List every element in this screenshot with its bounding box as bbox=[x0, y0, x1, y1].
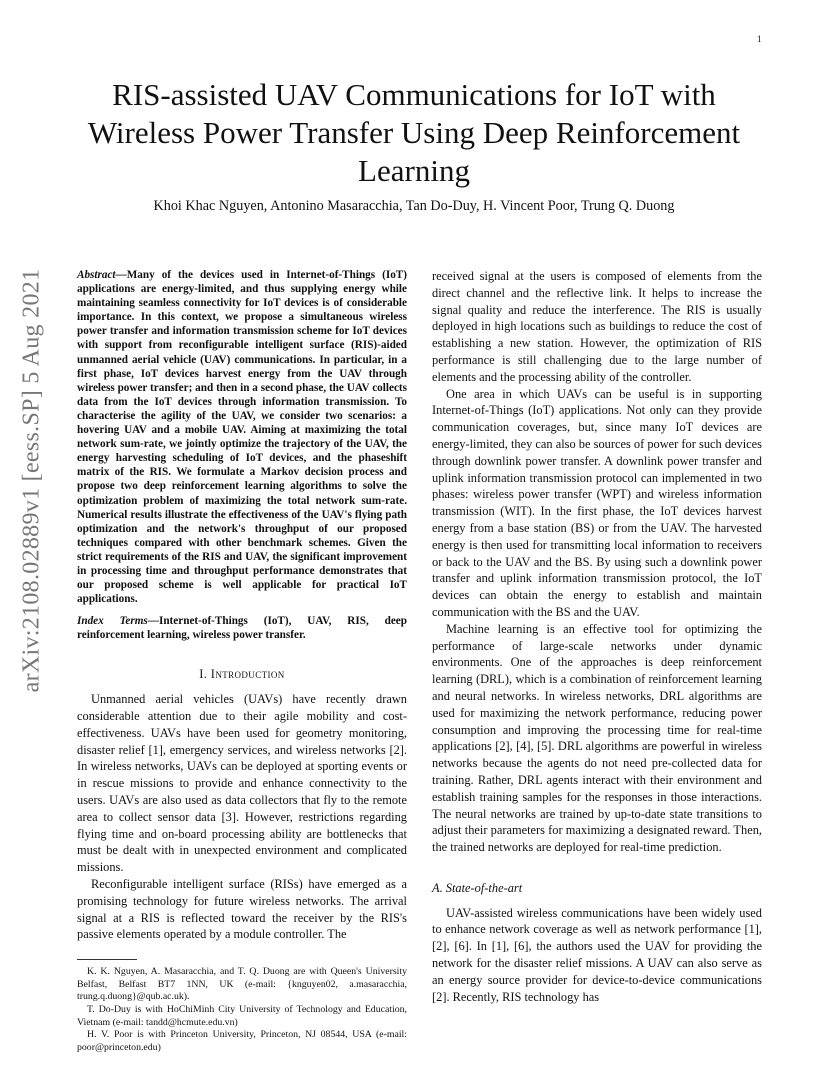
left-column bbox=[77, 268, 407, 1054]
intro-paragraph-ml: Machine learning is an effective tool for optimizing the performance of large-scale networks under dynamic environments. One of the approaches is deep reinforcement learning (DRL), which is a combination of reinforcement learning and neural networks. In wireless networks, DRL algorithms are used for maximizing the network performance, reducing power consumption and improving the processing time for real-time applications [2], [4], [5]. DRL algorithms are powerful in wireless networks because the agents do not need pre-collected data for training. Rather, DRL agents interact with their environment and establish training samples for the responses in those interactions. The neural networks are trained by up-to-date state transitions to adjust their parameters for maximizing a designated reward. Then, the trained networks are deployed for real-time prediction. bbox=[432, 621, 762, 855]
footnote-affiliation-princeton: H. V. Poor is with Princeton University, Princeton, NJ 08544, USA (e-mail: poor@princeton.edu) bbox=[77, 1029, 407, 1053]
section-heading-introduction: I. Introduction bbox=[199, 667, 285, 682]
state-of-the-art-paragraph: UAV-assisted wireless communications have been widely used to enhance network coverage as well as network performance [1], [2], [6]. In [1], [6], the authors used the UAV for providing the network for the disaster relief missions. A UAV can also serve as an energy source provider for device-to-device communications [2]. Recently, RIS technology has bbox=[432, 905, 762, 1004]
footnote-affiliation-qub: K. K. Nguyen, A. Masaracchia, and T. Q. Duong are with Queen's University Belfast, Belfast BT7 1NN, UK (e-mail: {knguyen02, a.masaracchia, trung.q.duong}@qub.ac.uk). bbox=[77, 966, 407, 1003]
index-terms bbox=[77, 614, 407, 642]
index-terms-lead: Index Terms bbox=[77, 615, 148, 628]
arxiv-side-stamp bbox=[6, 268, 58, 692]
footnotes bbox=[77, 966, 407, 1054]
author-list: Khoi Khac Nguyen, Antonino Masaracchia, Tan Do-Duy, H. Vincent Poor, Trung Q. Duong bbox=[153, 198, 675, 214]
arxiv-identifier: arXiv:2108.02889v1 [eess.SP] 5 Aug 2021 bbox=[18, 268, 45, 692]
intro-paragraph-1: Unmanned aerial vehicles (UAVs) have recently drawn considerable attention due to their agile mobility and cost-effectiveness. UAVs have been used for geometry monitoring, disaster relief [1], emergency services, and wireless networks [2]. In wireless networks, UAVs can be deployed at sporting events or in rescue missions to provide and enhance connectivity to the users. UAVs are also used as data collectors that fly to the remote area to collect sensor data [3]. However, restrictions regarding flying time and on-board processing ability are bottlenecks that must be dealt with in unexpected environment and complicated missions. bbox=[77, 692, 407, 875]
abstract-text: —Many of the devices used in Internet-of-Things (IoT) applications are energy-limited, and thus supplying energy while maintaining seamless connectivity for IoT devices is of considerable importance. In this context, we propose a simultaneous wireless power transfer and information transmission scheme for IoT devices with support from reconfigurable intelligent surface (RIS)-aided unmanned aerial vehicle (UAV) communications. In particular, in a first phase, IoT devices harvest energy from the UAV through wireless power transfer; and then in a second phase, the UAV collects data from the IoT devices through information transmission. To characterise the agility of the UAV, we consider two scenarios: a hovering UAV and a mobile UAV. Aiming at maximizing the total network sum-rate, we jointly optimize the trajectory of the UAV, the energy harvesting scheduling of IoT devices, and the phaseshift matrix of the RIS. We formulate a Markov decision process and propose two deep reinforcement learning algorithms to solve the optimization problem of maximizing the total network sum-rate. Numerical results illustrate the effectiveness of the UAV's flying path optimization and the network's throughput of our proposed techniques compared with other benchmark schemes. Given the strict requirements of the RIS and UAV, the significant improvement in processing time and throughput performance demonstrates that our proposed scheme is well applicable for practical IoT applications. bbox=[77, 269, 407, 606]
paper-title: RIS-assisted UAV Communications for IoT with Wireless Power Transfer Using Deep Reinforcement Learning bbox=[87, 77, 741, 188]
footnote-divider bbox=[77, 959, 137, 960]
intro-paragraph-2: Reconfigurable intelligent surface (RISs) have emerged as a promising technology for future wireless networks. The arrival signal at a RIS is reflected toward the receiver by the RIS's passive elements operated by a module controller. The bbox=[77, 877, 407, 942]
index-terms-text: —Internet-of-Things (IoT), UAV, RIS, deep reinforcement learning, wireless power transfer. bbox=[77, 615, 407, 642]
intro-continuation: received signal at the users is composed of elements from the direct channel and the reflective link. It helps to increase the signal quality and reduce the interference. The RIS is usually deployed in high locations such as buildings to reduce the cost of establishing a new station. However, the optimization of RIS performance is still challenging due to the large number of elements and the processing ability of the controller. bbox=[432, 269, 762, 384]
abstract bbox=[77, 268, 407, 606]
intro-paragraph-iot: One area in which UAVs can be useful is in supporting Internet-of-Things (IoT) applications. Not only can they provide communication coverages, but, since many IoT devices are energy-limited, they can also be sources of power for such devices through downlink power transfer. A downlink power transfer and uplink information transmission protocol can implemented in two phases: wireless power transfer (WPT) and wireless information transmission (WIT). In the first phase, the IoT devices harvest energy from a base station (BS) or from the UAV. The harvested energy is then used for transmitting local information to receivers or back to the UAV and the BS. By using such a downlink power transfer and uplink information transmission protocol, the IoT devices can obtain the energy to establish and maintain communication with the BS and the UAV. bbox=[432, 386, 762, 619]
abstract-lead: Abstract bbox=[77, 269, 116, 281]
subsection-heading-state-of-the-art: A. State-of-the-art bbox=[432, 880, 523, 895]
right-column bbox=[432, 268, 762, 1005]
footnote-affiliation-hcmute: T. Do-Duy is with HoChiMinh City University of Technology and Education, Vietnam (e-mail: tandd@hcmute.edu.vn) bbox=[77, 1003, 407, 1028]
page-number: 1 bbox=[757, 34, 762, 44]
